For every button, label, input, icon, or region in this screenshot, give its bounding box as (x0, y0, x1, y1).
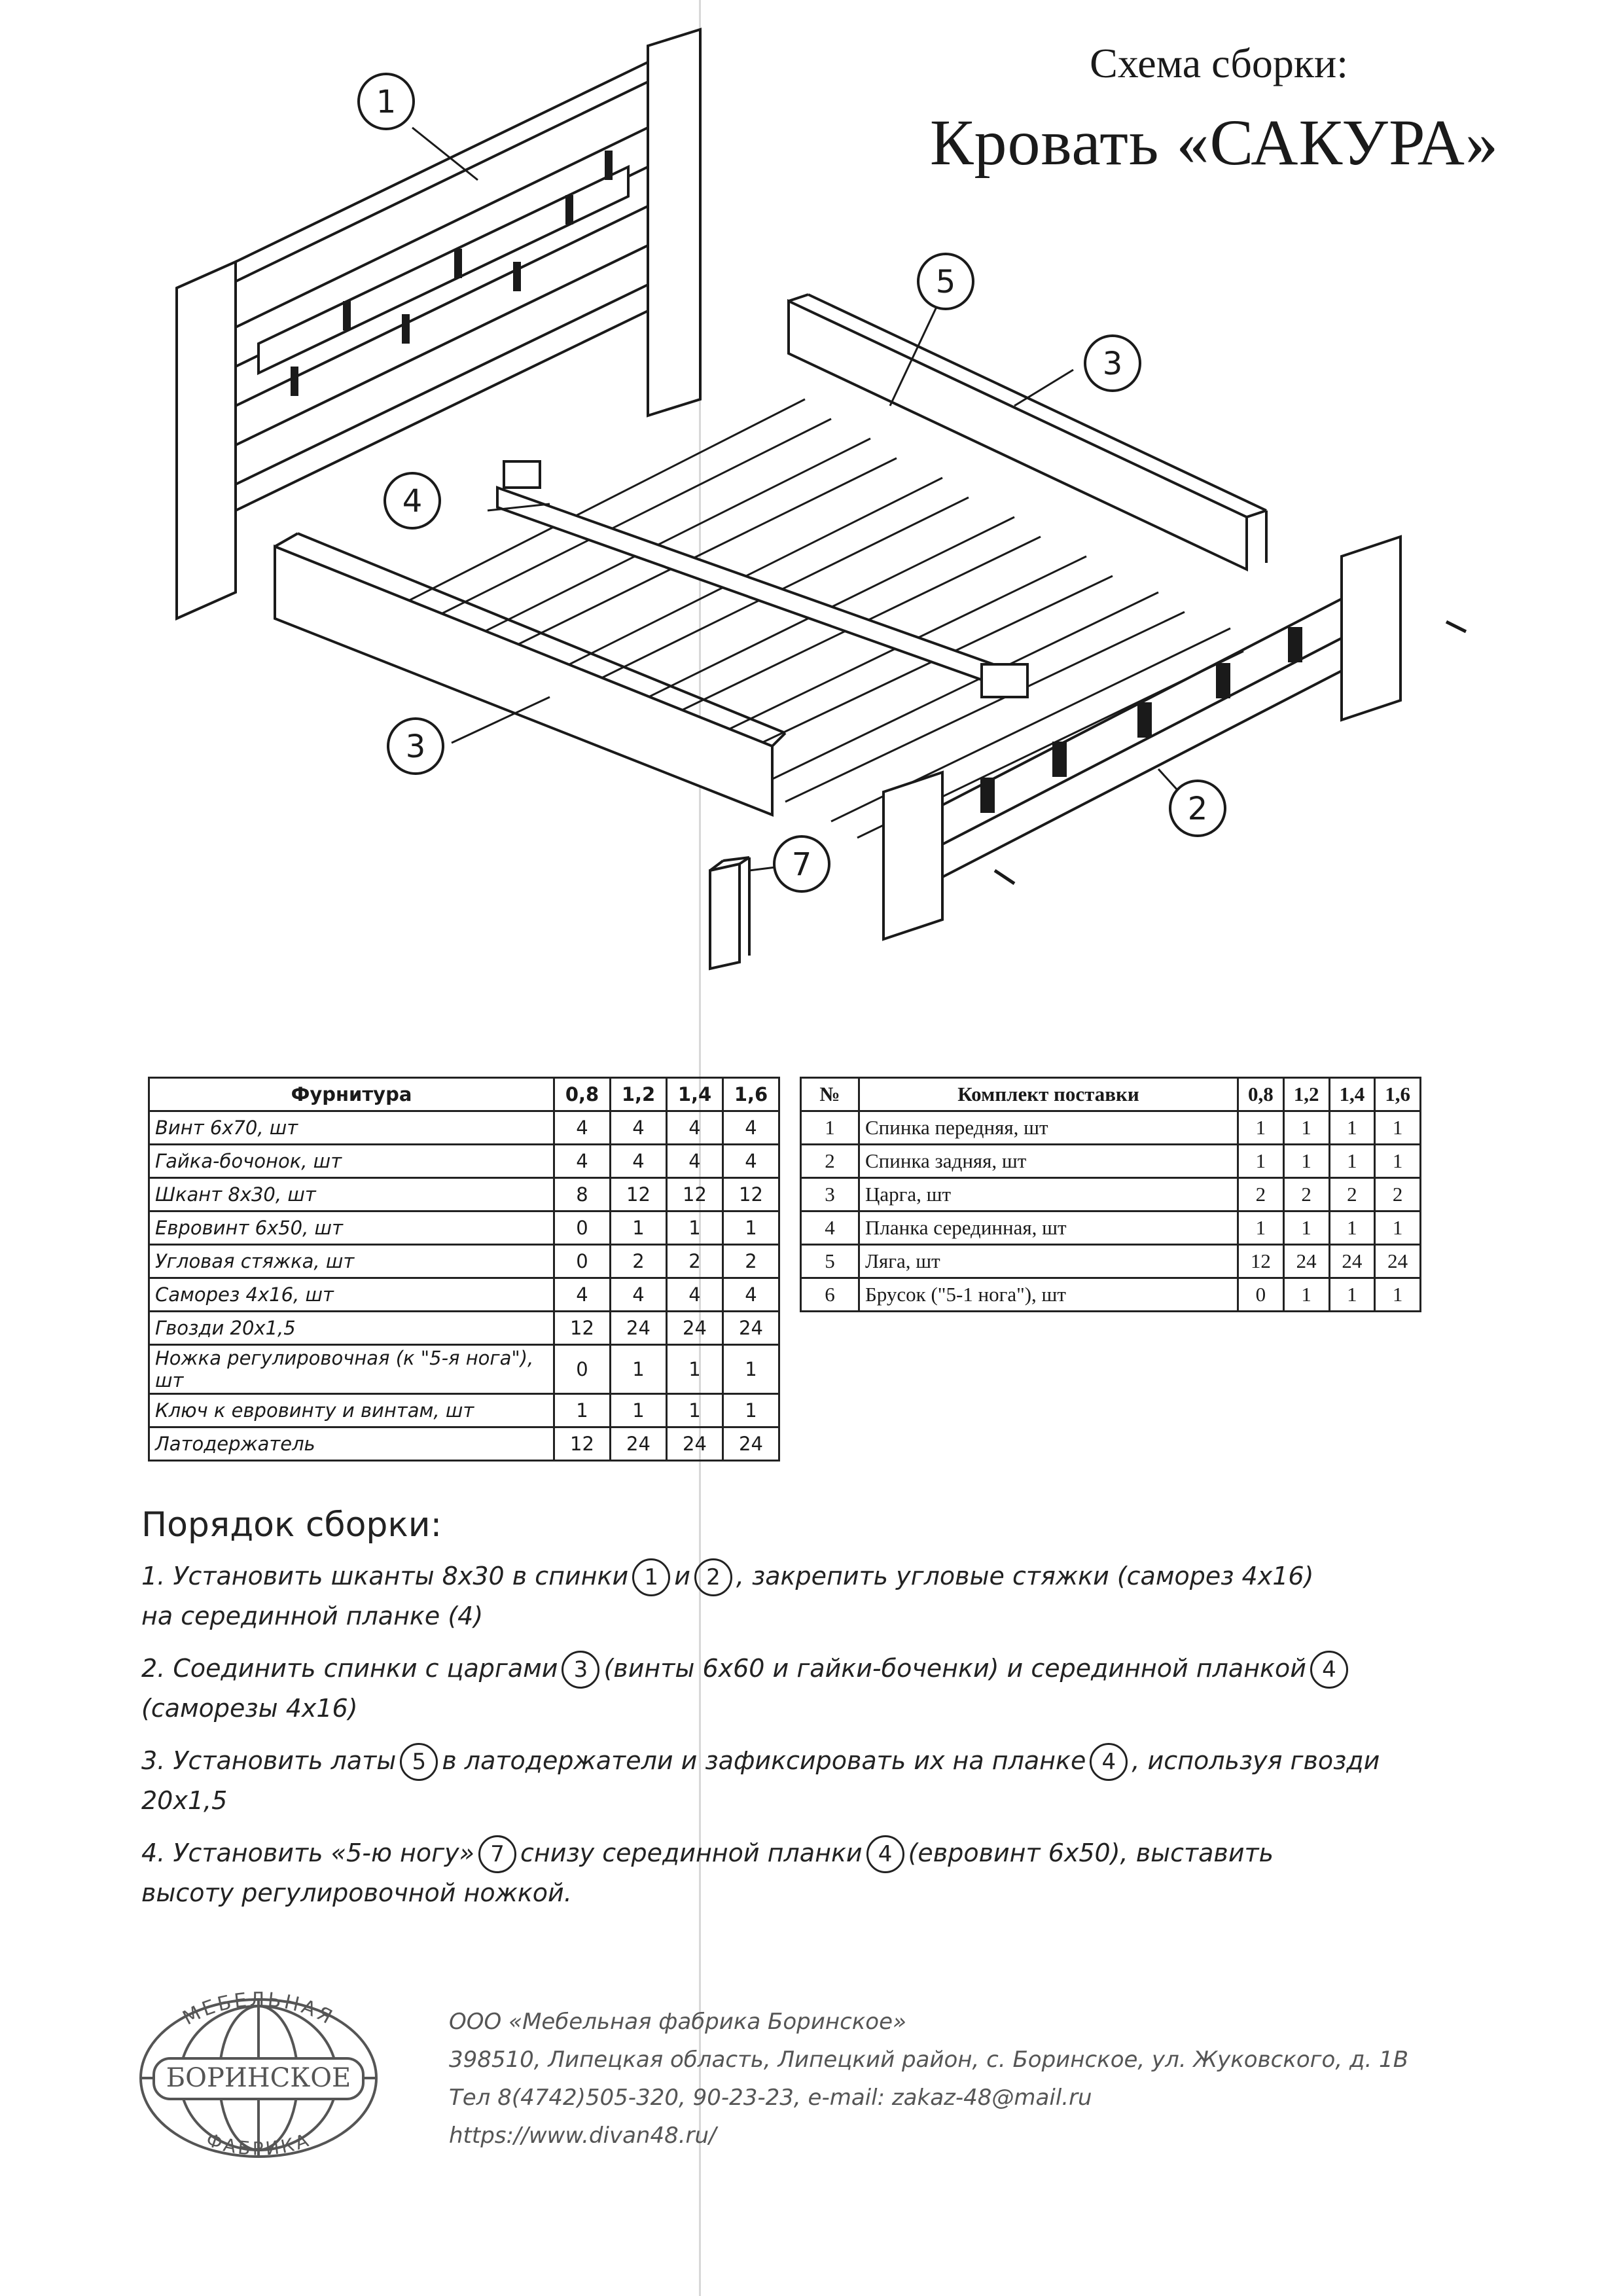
part-callout: 4 (1310, 1651, 1348, 1689)
kit-qty: 0 (1238, 1278, 1284, 1312)
hardware-qty: 2 (611, 1245, 667, 1278)
middle-plank (497, 461, 1027, 697)
kit-item-number: 1 (801, 1111, 859, 1145)
hardware-qty: 24 (723, 1427, 779, 1461)
company-contacts: Тел 8(4742)505-320, 90-23-23, e-mail: zakaz-48@mail.ru (449, 2085, 1092, 2111)
logo-top-text: МЕБЕЛЬНАЯ (179, 1990, 338, 2030)
hardware-qty: 24 (611, 1312, 667, 1345)
part-callout: 4 (866, 1835, 904, 1873)
kit-header-no: № (801, 1078, 859, 1111)
hardware-qty: 12 (723, 1178, 779, 1211)
kit-item-name: Ляга, шт (859, 1245, 1238, 1278)
hardware-row (149, 1111, 779, 1145)
kit-item-name: Спинка задняя, шт (859, 1145, 1238, 1178)
hardware-row (149, 1278, 779, 1312)
step-text-continued: высоту регулировочной ножкой. (141, 1878, 572, 1907)
hardware-item-name: Ключ к евровинту и винтам, шт (149, 1394, 554, 1427)
step-text: (винты 6х60 и гайки-боченки) и серединной планкой (603, 1654, 1306, 1683)
kit-qty: 1 (1329, 1111, 1375, 1145)
hardware-qty: 24 (723, 1312, 779, 1345)
hardware-header-col: 0,8 (554, 1078, 611, 1111)
hardware-item-name: Шкант 8х30, шт (149, 1178, 554, 1211)
assembly-step-1 (141, 1556, 1516, 1636)
company-website[interactable]: https://www.divan48.ru/ (449, 2123, 717, 2149)
hardware-qty: 4 (723, 1111, 779, 1145)
part-callout: 7 (478, 1835, 516, 1873)
hardware-qty: 8 (554, 1178, 611, 1211)
step-text: и (674, 1562, 690, 1590)
hardware-item-name: Евровинт 6х50, шт (149, 1211, 554, 1245)
assembly-step-3 (141, 1741, 1516, 1820)
hardware-header-col: 1,4 (667, 1078, 723, 1111)
kit-qty: 2 (1283, 1178, 1329, 1211)
assembly-step-2 (141, 1649, 1516, 1728)
callout-3-left-label: 3 (405, 728, 426, 765)
hardware-item-name: Гвозди 20х1,5 (149, 1312, 554, 1345)
hardware-header-col: 1,6 (723, 1078, 779, 1111)
kit-qty: 1 (1283, 1211, 1329, 1245)
part-callout: 3 (562, 1651, 599, 1689)
kit-qty: 1 (1329, 1211, 1375, 1245)
kit-item-number: 3 (801, 1178, 859, 1211)
hardware-qty: 1 (611, 1345, 667, 1394)
hardware-qty: 4 (611, 1145, 667, 1178)
kit-qty: 1 (1375, 1278, 1421, 1312)
hardware-qty: 4 (723, 1278, 779, 1312)
hardware-item-name: Латодержатель (149, 1427, 554, 1461)
hardware-qty: 2 (723, 1245, 779, 1278)
document-subtitle: Схема сборки: (1090, 40, 1348, 86)
assembly-instructions (141, 1505, 1516, 1926)
kit-header-col: 0,8 (1238, 1078, 1284, 1111)
step-text: снизу серединной планки (520, 1839, 863, 1867)
step-text: (евровинт 6х50), выставить (908, 1839, 1274, 1867)
hardware-qty: 4 (723, 1145, 779, 1178)
hardware-table (148, 1077, 780, 1462)
kit-qty: 2 (1375, 1178, 1421, 1211)
callout-5-label: 5 (935, 264, 956, 300)
kit-header-name: Комплект поставки (859, 1078, 1238, 1111)
hardware-row (149, 1178, 779, 1211)
hardware-qty: 1 (611, 1394, 667, 1427)
callout-1-label: 1 (376, 84, 397, 120)
kit-qty: 1 (1329, 1278, 1375, 1312)
hardware-row (149, 1312, 779, 1345)
hardware-qty: 4 (554, 1111, 611, 1145)
hardware-qty: 0 (554, 1211, 611, 1245)
hardware-qty: 1 (723, 1345, 779, 1394)
hardware-qty: 4 (667, 1111, 723, 1145)
kit-item-number: 4 (801, 1211, 859, 1245)
step-text-continued: (саморезы 4х16) (141, 1694, 358, 1723)
kit-header-col: 1,6 (1375, 1078, 1421, 1111)
hardware-row (149, 1345, 779, 1394)
company-name: ООО «Мебельная фабрика Боринское» (449, 2009, 907, 2035)
step-text: 2. Соединить спинки с царгами (141, 1654, 558, 1683)
kit-item-number: 6 (801, 1278, 859, 1312)
assembly-heading: Порядок сборки: (141, 1505, 442, 1545)
hardware-qty: 1 (723, 1211, 779, 1245)
hardware-row (149, 1145, 779, 1178)
kit-item-name: Спинка передняя, шт (859, 1111, 1238, 1145)
fifth-leg (710, 857, 749, 969)
hardware-header-name: Фурнитура (149, 1078, 554, 1111)
kit-qty: 2 (1329, 1178, 1375, 1211)
company-footer (449, 2003, 1408, 2155)
kit-qty: 1 (1283, 1111, 1329, 1145)
side-rail-right (789, 295, 1266, 569)
kit-qty: 24 (1329, 1245, 1375, 1278)
kit-item-number: 5 (801, 1245, 859, 1278)
kit-qty: 2 (1238, 1178, 1284, 1211)
step-text: 1. Установить шканты 8х30 в спинки (141, 1562, 629, 1590)
factory-logo (131, 1990, 386, 2166)
callout-2-label: 2 (1187, 791, 1208, 827)
step-text: , используя гвозди (1132, 1746, 1380, 1775)
kit-row (801, 1178, 1421, 1211)
hardware-qty: 1 (667, 1345, 723, 1394)
kit-item-name: Брусок ("5-1 нога"), шт (859, 1278, 1238, 1312)
hardware-row (149, 1394, 779, 1427)
hardware-item-name: Саморез 4х16, шт (149, 1278, 554, 1312)
hardware-qty: 0 (554, 1245, 611, 1278)
logo-middle-text: БОРИНСКОЕ (166, 2063, 351, 2093)
hardware-qty: 1 (667, 1394, 723, 1427)
kit-qty: 1 (1238, 1211, 1284, 1245)
hardware-item-name: Ножка регулировочная (к "5-я нога"), шт (149, 1345, 554, 1394)
kit-qty: 12 (1238, 1245, 1284, 1278)
step-text: в латодержатели и зафиксировать их на планке (442, 1746, 1086, 1775)
hardware-qty: 12 (611, 1178, 667, 1211)
hardware-qty: 12 (554, 1427, 611, 1461)
back-headboard (177, 29, 700, 619)
kit-item-name: Планка серединная, шт (859, 1211, 1238, 1245)
part-callout: 4 (1090, 1743, 1128, 1781)
kit-qty: 1 (1375, 1211, 1421, 1245)
part-callout: 1 (632, 1558, 670, 1596)
hardware-qty: 4 (667, 1278, 723, 1312)
kit-qty: 1 (1238, 1145, 1284, 1178)
hardware-qty: 24 (667, 1427, 723, 1461)
hardware-qty: 2 (667, 1245, 723, 1278)
step-text: 4. Установить «5-ю ногу» (141, 1839, 475, 1867)
hardware-qty: 4 (554, 1278, 611, 1312)
kit-row (801, 1245, 1421, 1278)
assembly-step-4 (141, 1833, 1516, 1912)
kit-qty: 1 (1283, 1278, 1329, 1312)
hardware-qty: 4 (667, 1145, 723, 1178)
kit-row (801, 1111, 1421, 1145)
hardware-row (149, 1427, 779, 1461)
document-title: Кровать «САКУРА» (929, 106, 1499, 179)
hardware-qty: 1 (554, 1394, 611, 1427)
kit-row (801, 1278, 1421, 1312)
callout-7-label: 7 (791, 846, 812, 883)
logo-bottom-text: ФАБРИКА (203, 2128, 314, 2160)
step-text-continued: на серединной планке (4) (141, 1602, 484, 1630)
kit-row (801, 1211, 1421, 1245)
hardware-row (149, 1211, 779, 1245)
callout-4-label: 4 (402, 483, 423, 520)
hardware-item-name: Угловая стяжка, шт (149, 1245, 554, 1278)
step-text: 3. Установить латы (141, 1746, 397, 1775)
kit-table (800, 1077, 1421, 1312)
kit-qty: 1 (1375, 1111, 1421, 1145)
hardware-qty: 4 (554, 1145, 611, 1178)
step-text: , закрепить угловые стяжки (саморез 4х16) (736, 1562, 1314, 1590)
hardware-qty: 12 (554, 1312, 611, 1345)
kit-header-col: 1,4 (1329, 1078, 1375, 1111)
kit-table-header (801, 1078, 1421, 1111)
hardware-item-name: Гайка-бочонок, шт (149, 1145, 554, 1178)
callout-3-right-label: 3 (1102, 346, 1123, 382)
part-callout: 2 (694, 1558, 732, 1596)
bed-assembly-drawing (0, 0, 1623, 1047)
kit-qty: 1 (1375, 1145, 1421, 1178)
company-address: 398510, Липецкая область, Липецкий район, с. Боринское, ул. Жуковского, д. 1В (449, 2047, 1409, 2073)
kit-item-name: Царга, шт (859, 1178, 1238, 1211)
kit-qty: 1 (1329, 1145, 1375, 1178)
part-callout: 5 (400, 1743, 438, 1781)
kit-row (801, 1145, 1421, 1178)
hardware-qty: 4 (611, 1278, 667, 1312)
kit-header-col: 1,2 (1283, 1078, 1329, 1111)
kit-qty: 24 (1375, 1245, 1421, 1278)
kit-qty: 24 (1283, 1245, 1329, 1278)
step-text-continued: 20х1,5 (141, 1786, 228, 1815)
hardware-table-header (149, 1078, 779, 1111)
front-footboard (883, 537, 1466, 939)
kit-qty: 1 (1238, 1111, 1284, 1145)
hardware-qty: 0 (554, 1345, 611, 1394)
hardware-row (149, 1245, 779, 1278)
hardware-qty: 1 (723, 1394, 779, 1427)
hardware-qty: 24 (611, 1427, 667, 1461)
hardware-qty: 1 (667, 1211, 723, 1245)
hardware-qty: 4 (611, 1111, 667, 1145)
hardware-header-col: 1,2 (611, 1078, 667, 1111)
hardware-qty: 12 (667, 1178, 723, 1211)
hardware-item-name: Винт 6х70, шт (149, 1111, 554, 1145)
hardware-qty: 24 (667, 1312, 723, 1345)
hardware-qty: 1 (611, 1211, 667, 1245)
kit-item-number: 2 (801, 1145, 859, 1178)
kit-qty: 1 (1283, 1145, 1329, 1178)
